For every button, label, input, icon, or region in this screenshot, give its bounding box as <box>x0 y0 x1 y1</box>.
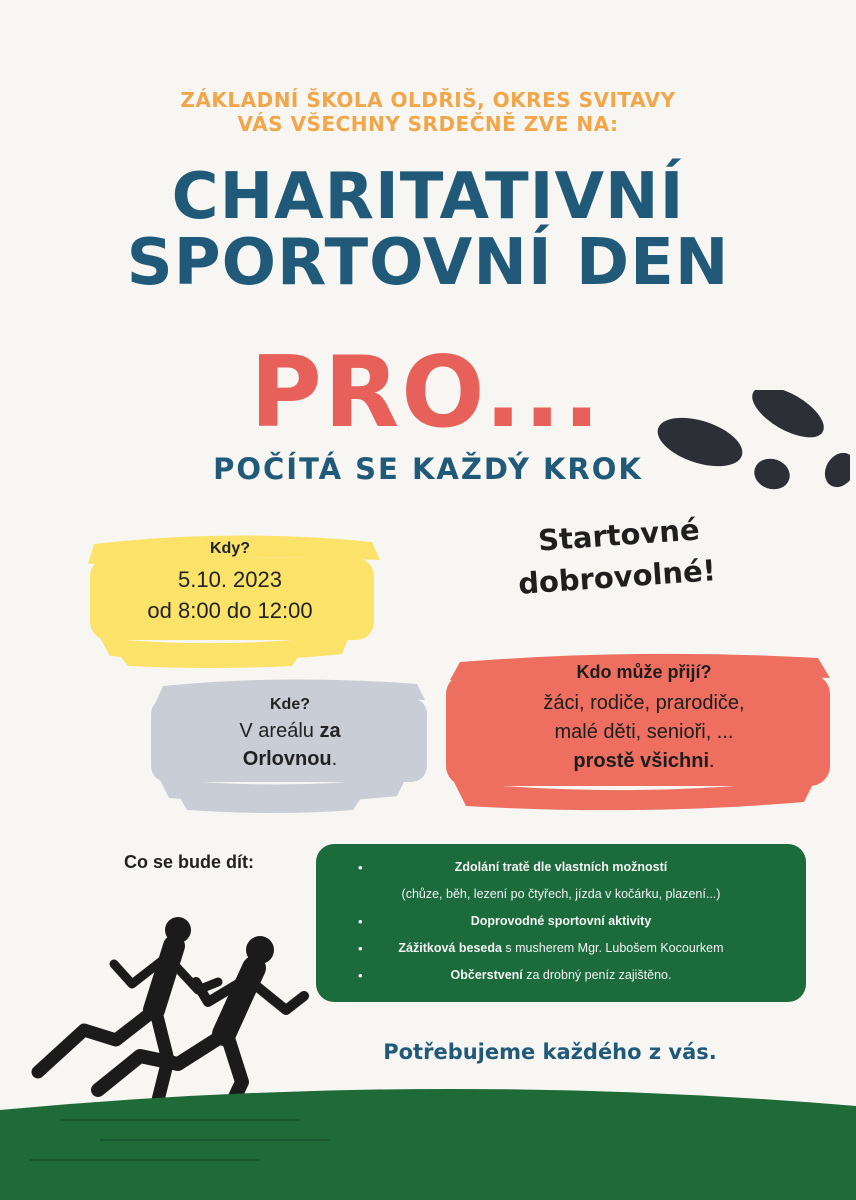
bullet-icon: • <box>358 914 363 929</box>
activity-item: • Zážitková beseda s musherem Mgr. Lubošem Kocourkem <box>358 941 724 956</box>
pro-heading: PRO... <box>250 336 603 450</box>
where-line2: Orlovnou. <box>242 748 338 770</box>
activity-item: • Doprovodné sportovní aktivity <box>358 914 652 929</box>
event-time: od 8:00 do 12:00 <box>147 598 313 623</box>
who-line1: žáci, rodiče, prarodiče, <box>543 692 745 714</box>
event-title-line2: SPORTOVNÍ DEN <box>126 226 730 300</box>
footprint-right-sole-icon <box>744 390 831 448</box>
event-date: 5.10. 2023 <box>178 567 282 592</box>
where-line1: V areálu za <box>239 720 341 742</box>
activities-panel <box>316 844 806 1002</box>
where-label: Kde? <box>270 696 310 713</box>
closing-message: Potřebujeme každého z vás. <box>383 1040 717 1064</box>
activity-item: • Občerstvení za drobný peníz zajištěno. <box>358 968 672 983</box>
ground-hill <box>0 1080 856 1200</box>
bullet-icon: • <box>358 968 363 983</box>
entry-fee-line1: Startovné <box>537 512 701 558</box>
who-label: Kdo může přijí? <box>576 662 712 682</box>
organizer-line: ZÁKLADNÍ ŠKOLA OLDŘIŠ, OKRES SVITAVY <box>180 88 676 112</box>
front-runner-arm2-icon <box>254 984 304 1010</box>
who-line3: prostě všichni. <box>573 750 715 772</box>
entry-fee-line2: dobrovolné! <box>517 553 717 601</box>
when-label: Kdy? <box>210 540 250 557</box>
activities-heading: Co se bude dít: <box>124 852 254 872</box>
who-line2: malé děti, senioři, ... <box>554 721 734 743</box>
activity-item: • Zdolání tratě dle vlastních možností <box>358 860 668 875</box>
bullet-icon: • <box>358 941 363 956</box>
tagline: POČÍTÁ SE KAŽDÝ KROK <box>213 452 643 486</box>
event-title-line1: CHARITATIVNÍ <box>171 160 685 234</box>
bullet-icon: • <box>358 860 363 875</box>
invitation-line: VÁS VŠECHNY SRDEČNĚ ZVE NA: <box>237 112 619 136</box>
activity-item-detail: (chůze, běh, lezení po čtyřech, jízda v kočárku, plazení...) <box>401 887 721 901</box>
